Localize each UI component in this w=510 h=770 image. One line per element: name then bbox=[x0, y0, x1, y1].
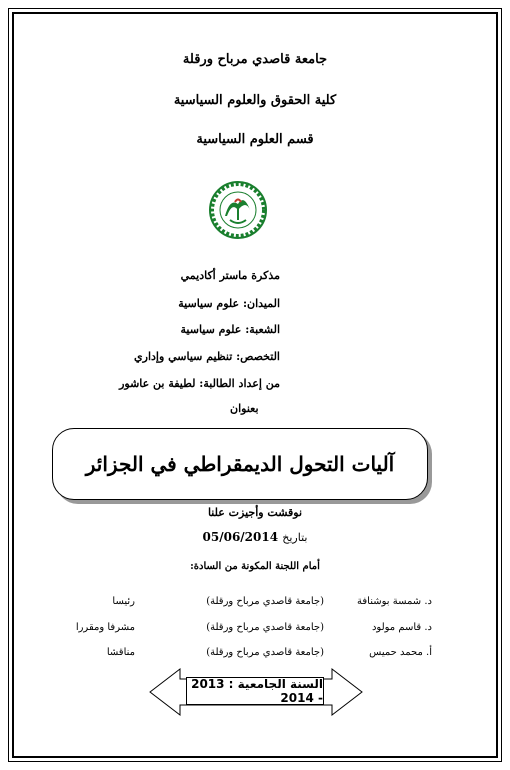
member-institution: (جامعة قاصدي مرباح ورقلة) bbox=[206, 647, 324, 658]
thesis-specialty: التخصص: تنظيم سياسي وإداري bbox=[134, 350, 280, 363]
thesis-branch: الشعبة: علوم سياسية bbox=[180, 323, 280, 336]
department-name: قسم العلوم السياسية bbox=[196, 132, 314, 147]
university-seal-icon bbox=[208, 180, 268, 240]
committee-row bbox=[0, 622, 510, 642]
thesis-title: آليات التحول الديمقراطي في الجزائر bbox=[85, 452, 395, 476]
member-name: أ. محمد حميس bbox=[369, 647, 432, 658]
university-name: جامعة قاصدي مرباح ورقلة bbox=[182, 52, 328, 67]
member-role: مناقشا bbox=[106, 647, 135, 658]
member-role: رئيسا bbox=[112, 596, 135, 607]
defense-date: 05/06/2014 bbox=[202, 530, 279, 544]
date-label: بتاريخ bbox=[282, 531, 308, 544]
defended-text: نوقشت وأجيزت علنا bbox=[207, 506, 303, 519]
member-institution: (جامعة قاصدي مرباح ورقلة) bbox=[206, 596, 324, 607]
defense-date-line bbox=[0, 530, 510, 544]
thesis-title-box bbox=[52, 428, 428, 500]
thesis-field: الميدان: علوم سياسية bbox=[178, 297, 280, 310]
committee-row bbox=[0, 647, 510, 667]
thesis-student: من إعداد الطالبة: لطيفة بن عاشور bbox=[119, 377, 280, 390]
member-name: د. قاسم مولود bbox=[371, 622, 432, 633]
member-name: د. شمسة بوشنافة bbox=[357, 596, 432, 607]
committee-intro: أمام اللجنة المكونة من السادة: bbox=[190, 561, 320, 572]
academic-year: السنة الجامعية : 2013 - 2014 bbox=[186, 677, 324, 705]
member-role: مشرفا ومقررا bbox=[75, 622, 135, 633]
title-label: بعنوان bbox=[230, 402, 259, 415]
member-institution: (جامعة قاصدي مرباح ورقلة) bbox=[206, 622, 324, 633]
faculty-name: كلية الحقوق والعلوم السياسية bbox=[173, 93, 337, 108]
thesis-type: مذكرة ماستر أكاديمي bbox=[180, 269, 280, 282]
committee-row bbox=[0, 596, 510, 616]
